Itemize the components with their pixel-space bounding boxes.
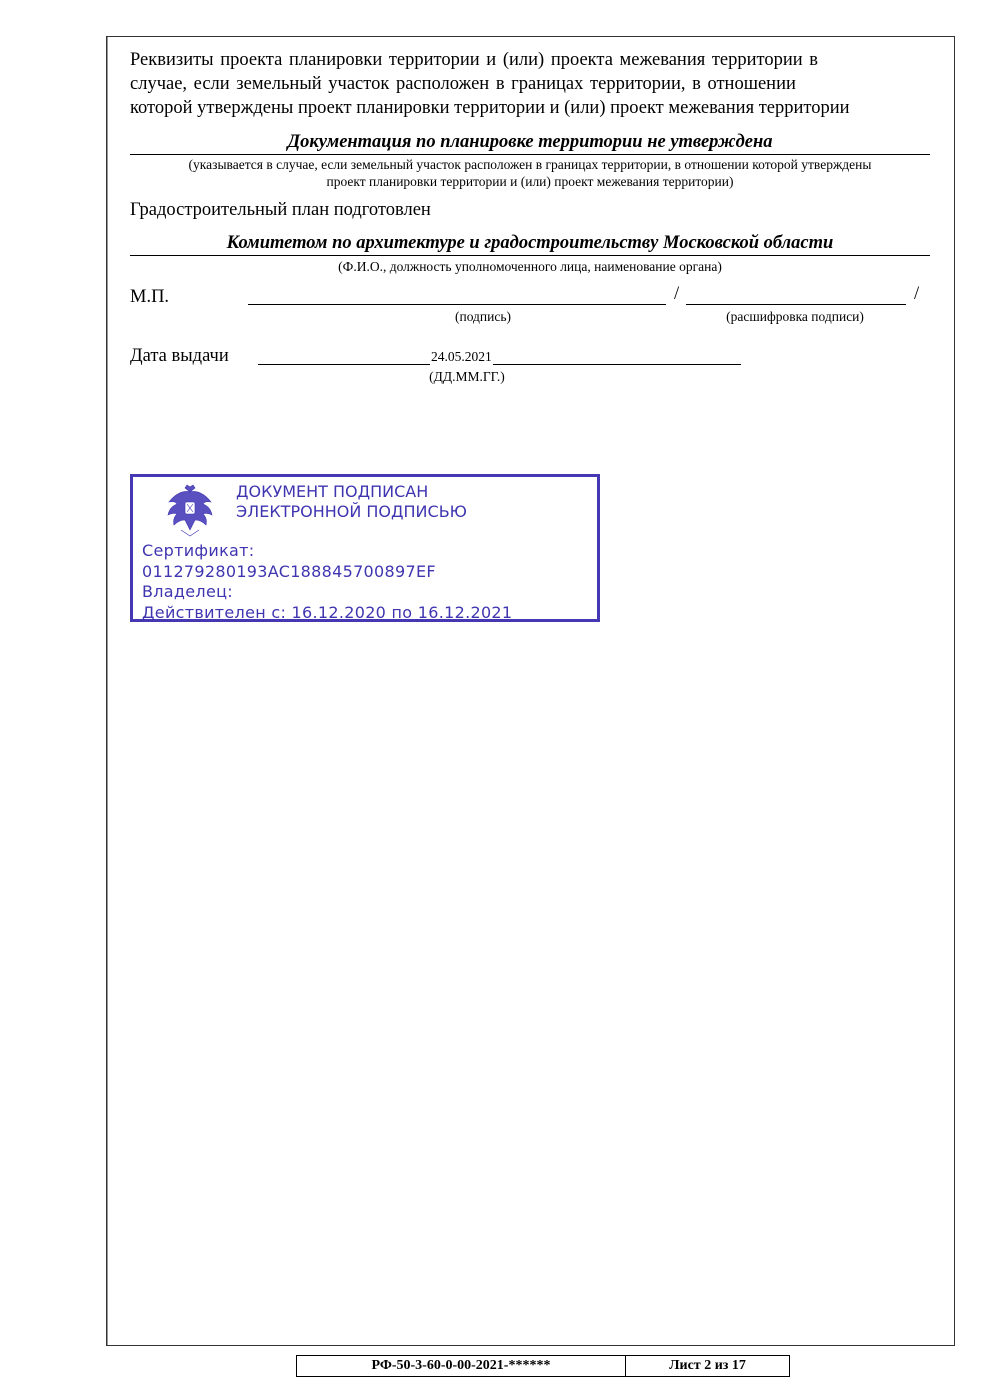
owner-label: Владелец: [142, 582, 233, 601]
issue-date-value: 24.05.2021 [431, 349, 492, 364]
issue-date-label: Дата выдачи [130, 346, 229, 366]
planning-doc-value: Документация по планировке территории не утверждена [287, 132, 773, 152]
e-signature-details [142, 541, 512, 623]
prepared-by-underline [130, 255, 930, 256]
signature-caption: (подпись) [454, 309, 512, 324]
stamp-label: М.П. [130, 287, 170, 307]
slash-separator: / [674, 284, 680, 304]
prepared-by-value: Комитетом по архитектуре и градостроительству Московской области [226, 233, 834, 253]
e-signature-stamp [130, 474, 600, 622]
slash-separator-end: / [914, 284, 920, 304]
prepared-label: Градостроительный план подготовлен [130, 200, 431, 220]
footer-doc-number: РФ-50-3-60-0-00-2021-****** [297, 1356, 626, 1376]
footer-sheet-number: Лист 2 из 17 [669, 1358, 746, 1373]
planning-doc-underline [130, 154, 930, 155]
requisites-line-2: случае, если земельный участок расположен в границах территории, в отношении [130, 74, 796, 94]
signature-line [248, 304, 666, 305]
issue-date-caption: (ДД.ММ.ГГ.) [429, 369, 505, 384]
planning-doc-note-line-2: проект планировки территории и (или) проект межевания территории) [326, 174, 734, 189]
requisites-line-3: которой утверждены проект планировки территории и (или) проект межевания территории [130, 98, 850, 118]
issue-date-underline [258, 364, 741, 365]
signature-decode-caption: (расшифровка подписи) [726, 309, 864, 324]
coat-of-arms-icon [161, 482, 219, 538]
requisites-paragraph [130, 48, 952, 120]
prepared-by-note: (Ф.И.О., должность уполномоченного лица, наименование органа) [338, 259, 722, 274]
certificate-label: Сертификат: [142, 541, 255, 560]
planning-doc-note-line-1: (указывается в случае, если земельный участок расположен в границах территории, в отношении которой утверждены [188, 157, 872, 172]
signature-decode-line [686, 304, 906, 305]
planning-doc-note [100, 156, 960, 190]
validity-period: Действителен с: 16.12.2020 по 16.12.2021 [142, 602, 513, 622]
certificate-value: 011279280193AC188845700897EF [142, 561, 436, 581]
footer-title-block [296, 1355, 790, 1377]
requisites-line-1: Реквизиты проекта планировки территории и (или) проекта межевания территории в [130, 50, 819, 70]
e-signature-header-line-2: ЭЛЕКТРОННОЙ ПОДПИСЬЮ [236, 502, 467, 521]
e-signature-header-line-1: ДОКУМЕНТ ПОДПИСАН [236, 482, 429, 501]
